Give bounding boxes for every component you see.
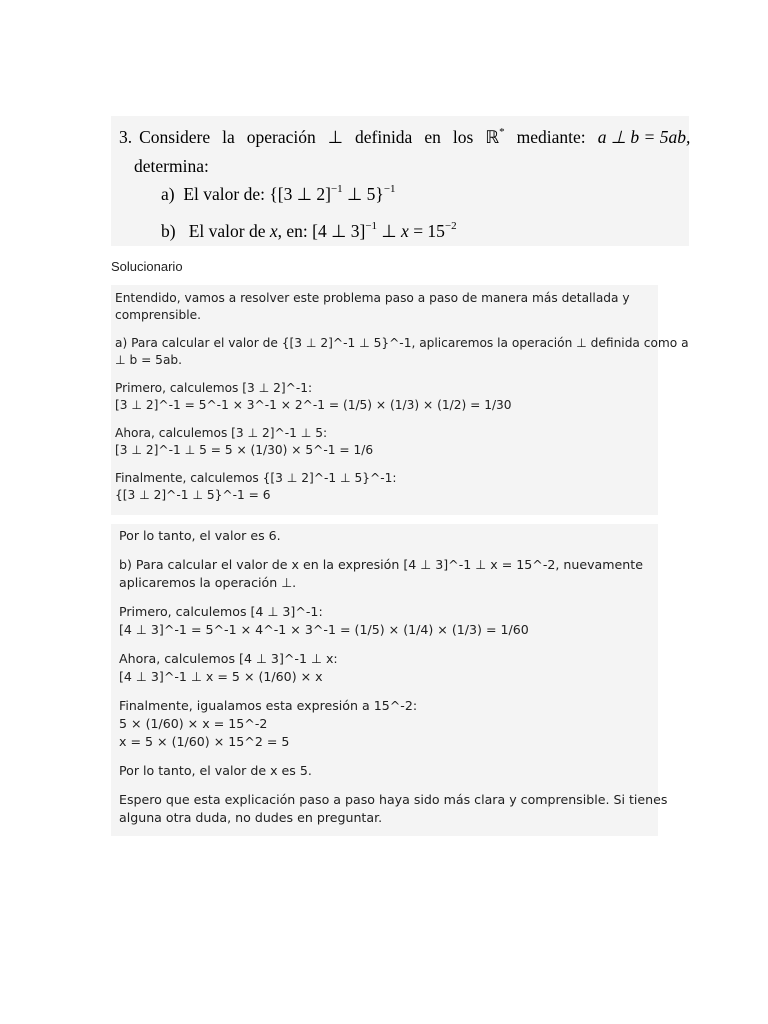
word: Considere — [139, 127, 211, 147]
text-line: Primero, calculemos [3 ⊥ 2]^-1: — [115, 381, 313, 395]
item-b-expr: [4 ⊥ 3] — [312, 221, 366, 241]
text-line: [4 ⊥ 3]^-1 ⊥ x = 5 × (1/60) × x — [119, 669, 323, 684]
text-line: Finalmente, calculemos {[3 ⊥ 2]^-1 ⊥ 5}^-1: — [115, 471, 397, 485]
paragraph — [119, 697, 652, 751]
paragraph — [119, 762, 652, 780]
item-a-text: El valor de: — [183, 184, 265, 204]
text-line: aplicaremos la operación ⊥. — [119, 575, 297, 590]
perp-symbol: ⊥ — [327, 127, 343, 147]
text-line: comprensible. — [115, 308, 201, 322]
problem-statement-box — [111, 116, 689, 246]
item-a-label: a) — [161, 184, 175, 204]
text-line: [4 ⊥ 3]^-1 = 5^-1 × 4^-1 × 3^-1 = (1/5) × (1/4) × (1/3) = 1/60 — [119, 622, 529, 637]
paragraph — [119, 603, 652, 639]
text-line: Por lo tanto, el valor es 6. — [119, 528, 281, 543]
determine-text: determina: — [134, 156, 209, 176]
word: los — [452, 127, 474, 147]
text-line: Por lo tanto, el valor de x es 5. — [119, 763, 312, 778]
item-b-text2: , en: — [277, 221, 308, 241]
text-line: ⊥ b = 5ab. — [115, 353, 183, 367]
item-b-expr-end: = 15 — [408, 221, 445, 241]
reals-symbol: ℝ — [485, 127, 500, 147]
word: operación — [246, 127, 316, 147]
text-line: b) Para calcular el valor de x en la expresión [4 ⊥ 3]^-1 ⊥ x = 15^-2, nuevamente — [119, 557, 643, 572]
text-line: Ahora, calculemos [4 ⊥ 3]^-1 ⊥ x: — [119, 651, 338, 666]
paragraph — [119, 650, 652, 686]
paragraph — [119, 791, 668, 827]
problem-number: 3. — [119, 127, 133, 147]
exponent: −1 — [365, 220, 378, 232]
item-a-expr: {[3 ⊥ 2] — [269, 184, 331, 204]
star-superscript: * — [499, 126, 505, 138]
word: definida — [354, 127, 413, 147]
solution-caption: Solucionario — [111, 259, 183, 274]
text-line: Ahora, calculemos [3 ⊥ 2]^-1 ⊥ 5: — [115, 426, 328, 440]
exponent: −1 — [330, 183, 343, 195]
item-a-expr-mid: ⊥ 5} — [342, 184, 384, 204]
paragraph — [119, 527, 652, 545]
text-line: 5 × (1/60) × x = 15^-2 — [119, 716, 268, 731]
text-line: Entendido, vamos a resolver este problema paso a paso de manera más detallada y — [115, 291, 630, 305]
variable-x: x — [401, 221, 409, 241]
text-line: alguna otra duda, no dudes en preguntar. — [119, 810, 383, 825]
item-b-label: b) — [161, 221, 176, 241]
text-line: Espero que esta explicación paso a paso haya sido más clara y comprensible. Si tienes — [119, 792, 668, 807]
variable-x: x — [269, 221, 278, 241]
solution-box-part-2 — [111, 524, 668, 836]
word: mediante: — [516, 127, 586, 147]
item-b-expr-mid: ⊥ — [377, 221, 402, 241]
text-line: Primero, calculemos [4 ⊥ 3]^-1: — [119, 604, 323, 619]
text-line: a) Para calcular el valor de {[3 ⊥ 2]^-1 ⊥ 5}^-1, aplicaremos la operación ⊥ definida como a — [115, 336, 689, 350]
exponent: −1 — [383, 183, 396, 195]
text-line: Finalmente, igualamos esta expresión a 15^-2: — [119, 698, 418, 713]
text-line: {[3 ⊥ 2]^-1 ⊥ 5}^-1 = 6 — [115, 488, 271, 502]
paragraph — [115, 290, 652, 324]
paragraph — [115, 470, 652, 504]
text-line: x = 5 × (1/60) × 15^2 = 5 — [119, 734, 290, 749]
paragraph — [115, 425, 652, 459]
paragraph — [115, 335, 689, 369]
operation-definition: a ⊥ b = 5ab, — [597, 127, 691, 147]
paragraph — [115, 380, 652, 414]
item-b-text: El valor de — [188, 221, 266, 241]
text-line: [3 ⊥ 2]^-1 = 5^-1 × 3^-1 × 2^-1 = (1/5) × (1/3) × (1/2) = 1/30 — [115, 398, 512, 412]
problem-heading — [119, 126, 690, 148]
paragraph — [119, 556, 652, 592]
item-b — [161, 220, 457, 242]
text-line: [3 ⊥ 2]^-1 ⊥ 5 = 5 × (1/30) × 5^-1 = 1/6 — [115, 443, 374, 457]
word: en — [424, 127, 441, 147]
word: la — [222, 127, 235, 147]
solution-box-part-1 — [111, 285, 689, 515]
item-a — [161, 183, 396, 205]
exponent: −2 — [444, 220, 457, 232]
